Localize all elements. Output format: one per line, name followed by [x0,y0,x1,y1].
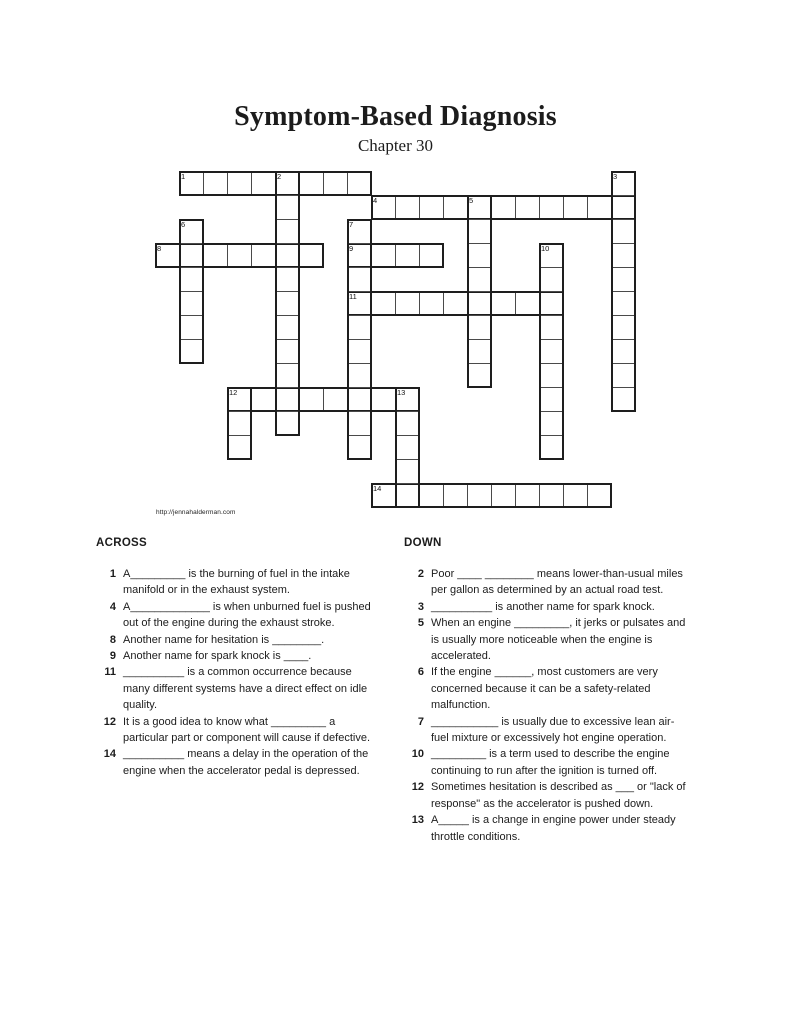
grid-cell [395,291,420,316]
grid-cell [395,195,420,220]
grid-cell [179,243,204,268]
grid-cell [563,483,588,508]
grid-cell [419,291,444,316]
grid-cell [275,363,300,388]
clue-text: Another name for hesitation is ________. [123,633,325,646]
grid-cell [275,219,300,244]
clue-row [404,599,698,615]
grid-cell [467,363,492,388]
clue-row [96,599,388,632]
grid-cell [227,411,252,436]
clue-number-label: 12 [229,388,238,397]
clue-number-label: 9 [349,244,354,253]
grid-cell [347,315,372,340]
clue-row [404,566,698,599]
down-clue-list [404,566,698,845]
clue-number: 8 [109,633,116,646]
clue-number-label: 10 [541,244,550,253]
grid-cell [611,195,636,220]
grid-cell [539,315,564,340]
grid-cell [347,435,372,460]
grid-cell [371,387,396,412]
grid-cell [611,219,636,244]
grid-cell [179,339,204,364]
grid-cell [179,291,204,316]
grid-cell [395,435,420,460]
grid-cell [491,483,516,508]
clue-row [96,566,388,599]
clue-row [96,746,388,779]
grid-cell [539,363,564,388]
grid-cell [539,195,564,220]
clue-number: 1 [109,568,116,580]
grid-cell [539,411,564,436]
clue-text: __________ is a common occurrence because many different systems have a direct effect on idle quality. [123,666,368,712]
grid-cell [419,195,444,220]
grid-cell [251,243,276,268]
grid-cell [467,339,492,364]
clue-number: 2 [417,568,424,580]
grid-cell [611,339,636,364]
clue-number: 6 [417,666,424,679]
grid-cell [227,171,252,196]
grid-cell [443,195,468,220]
grid-cell [395,243,420,268]
clue-row [404,779,698,812]
clue-text: Sometimes hesitation is described as ___ or "lack of response" as the accelerator is pushed down. [431,781,686,810]
down-header: DOWN [404,537,442,549]
clue-row [404,746,698,779]
clue-text: When an engine _________, it jerks or pulsates and is usually more noticeable when the engine is accelerated. [431,617,686,663]
clue-number: 10 [411,748,424,761]
grid-cell [467,483,492,508]
grid-cell [539,267,564,292]
clue-number: 13 [411,814,424,827]
clue-row [404,714,698,747]
grid-cell [587,483,612,508]
clue-text: __________ is another name for spark knock. [431,600,655,613]
grid-cell [539,435,564,460]
clue-number: 9 [109,650,116,663]
grid-cell [419,483,444,508]
grid-cell [275,339,300,364]
grid-cell [587,195,612,220]
grid-cell [467,243,492,268]
clue-row [96,664,388,713]
across-header: ACROSS [96,537,148,549]
grid-cell [611,363,636,388]
clue-number-label: 7 [349,220,354,229]
grid-cell [203,171,228,196]
grid-cell [515,483,540,508]
grid-cell [227,243,252,268]
clue-row [96,714,388,747]
down-section [404,537,698,845]
grid-cell [275,267,300,292]
grid-cell [299,387,324,412]
grid-cell [539,339,564,364]
clue-text: A_____________ is when unburned fuel is pushed out of the engine during the exhaust stroke. [123,600,371,630]
source-url: http://jennahalderman.com [156,509,236,516]
clue-number-label: 2 [277,172,282,181]
clue-number-label: 11 [349,292,357,301]
grid-cell [491,195,516,220]
grid-cell [563,195,588,220]
grid-cell [467,267,492,292]
clue-text: Poor ____ ________ means lower-than-usual miles per gallon as determined by an actual road test. [431,568,683,597]
clue-number-label: 4 [373,196,378,205]
clue-text: A_____ is a change in engine power under steady throttle conditions. [431,814,676,843]
grid-cell [515,291,540,316]
grid-cell [371,243,396,268]
grid-cell [299,243,324,268]
clue-number: 5 [417,617,424,630]
page-subtitle: Chapter 30 [357,136,434,155]
grid-cell [251,171,276,196]
grid-cell [179,267,204,292]
grid-cell [539,483,564,508]
crossword-grid [155,171,637,509]
grid-cell [275,315,300,340]
grid-cell [347,411,372,436]
clue-number-label: 5 [469,196,474,205]
clue-row [404,664,698,713]
grid-cell [347,171,372,196]
grid-cell [515,195,540,220]
clue-number-label: 14 [373,484,382,493]
grid-cell [611,315,636,340]
grid-cell [467,315,492,340]
clue-number-label: 1 [181,172,186,181]
clue-number-label: 3 [613,172,618,181]
grid-cell [275,243,300,268]
clue-number: 11 [104,666,116,679]
across-clue-list [96,566,388,779]
grid-cell [395,411,420,436]
across-section [96,537,388,779]
grid-cell [611,387,636,412]
clue-number: 12 [103,715,116,728]
grid-cell [419,243,444,268]
grid-cell [539,291,564,316]
clue-number: 7 [417,715,424,728]
clue-text: ___________ is usually due to excessive lean air-fuel mixture or excessively hot engine operation. [431,715,675,745]
grid-cell [371,291,396,316]
grid-cell [275,387,300,412]
page-title: Symptom-Based Diagnosis [234,101,557,132]
clue-number: 4 [109,600,116,613]
clue-number: 14 [103,748,116,761]
grid-cell [347,363,372,388]
clue-text: __________ means a delay in the operation of the engine when the accelerator pedal is depressed. [123,748,369,777]
grid-cell [251,387,276,412]
grid-cell [347,339,372,364]
grid-cell [323,387,348,412]
grid-cell [275,291,300,316]
clue-text: _________ is a term used to describe the engine continuing to run after the ignition is turned off. [431,748,670,777]
grid-cell [611,291,636,316]
grid-cell [491,291,516,316]
grid-cell [443,483,468,508]
clue-row [404,615,698,664]
grid-cell [395,483,420,508]
clue-number-label: 13 [397,388,406,397]
grid-cell [323,171,348,196]
clue-number-label: 6 [181,220,186,229]
grid-cell [611,243,636,268]
grid-cell [611,267,636,292]
grid-cell [203,243,228,268]
grid-cell [395,459,420,484]
clue-number: 12 [411,781,424,794]
grid-cell [347,387,372,412]
grid-cell [275,411,300,436]
grid-cell [347,267,372,292]
grid-cell [227,435,252,460]
clue-number: 3 [417,600,424,613]
grid-cell [539,387,564,412]
clue-row [96,632,388,648]
clue-text: Another name for spark knock is ____. [123,650,312,663]
clue-text: If the engine ______, most customers are very concerned because it can be a safety-related malfunction. [431,666,658,712]
grid-cell [443,291,468,316]
grid-cell [275,195,300,220]
grid-cell [467,291,492,316]
clue-text: It is a good idea to know what _________ a particular part or component will cause if defective. [123,715,371,745]
clue-row [404,812,698,845]
grid-cell [467,219,492,244]
clue-text: A_________ is the burning of fuel in the intake manifold or in the exhaust system. [123,568,350,597]
clue-row [96,648,388,664]
clue-number-label: 8 [157,244,162,253]
grid-cell [179,315,204,340]
grid-cell [299,171,324,196]
